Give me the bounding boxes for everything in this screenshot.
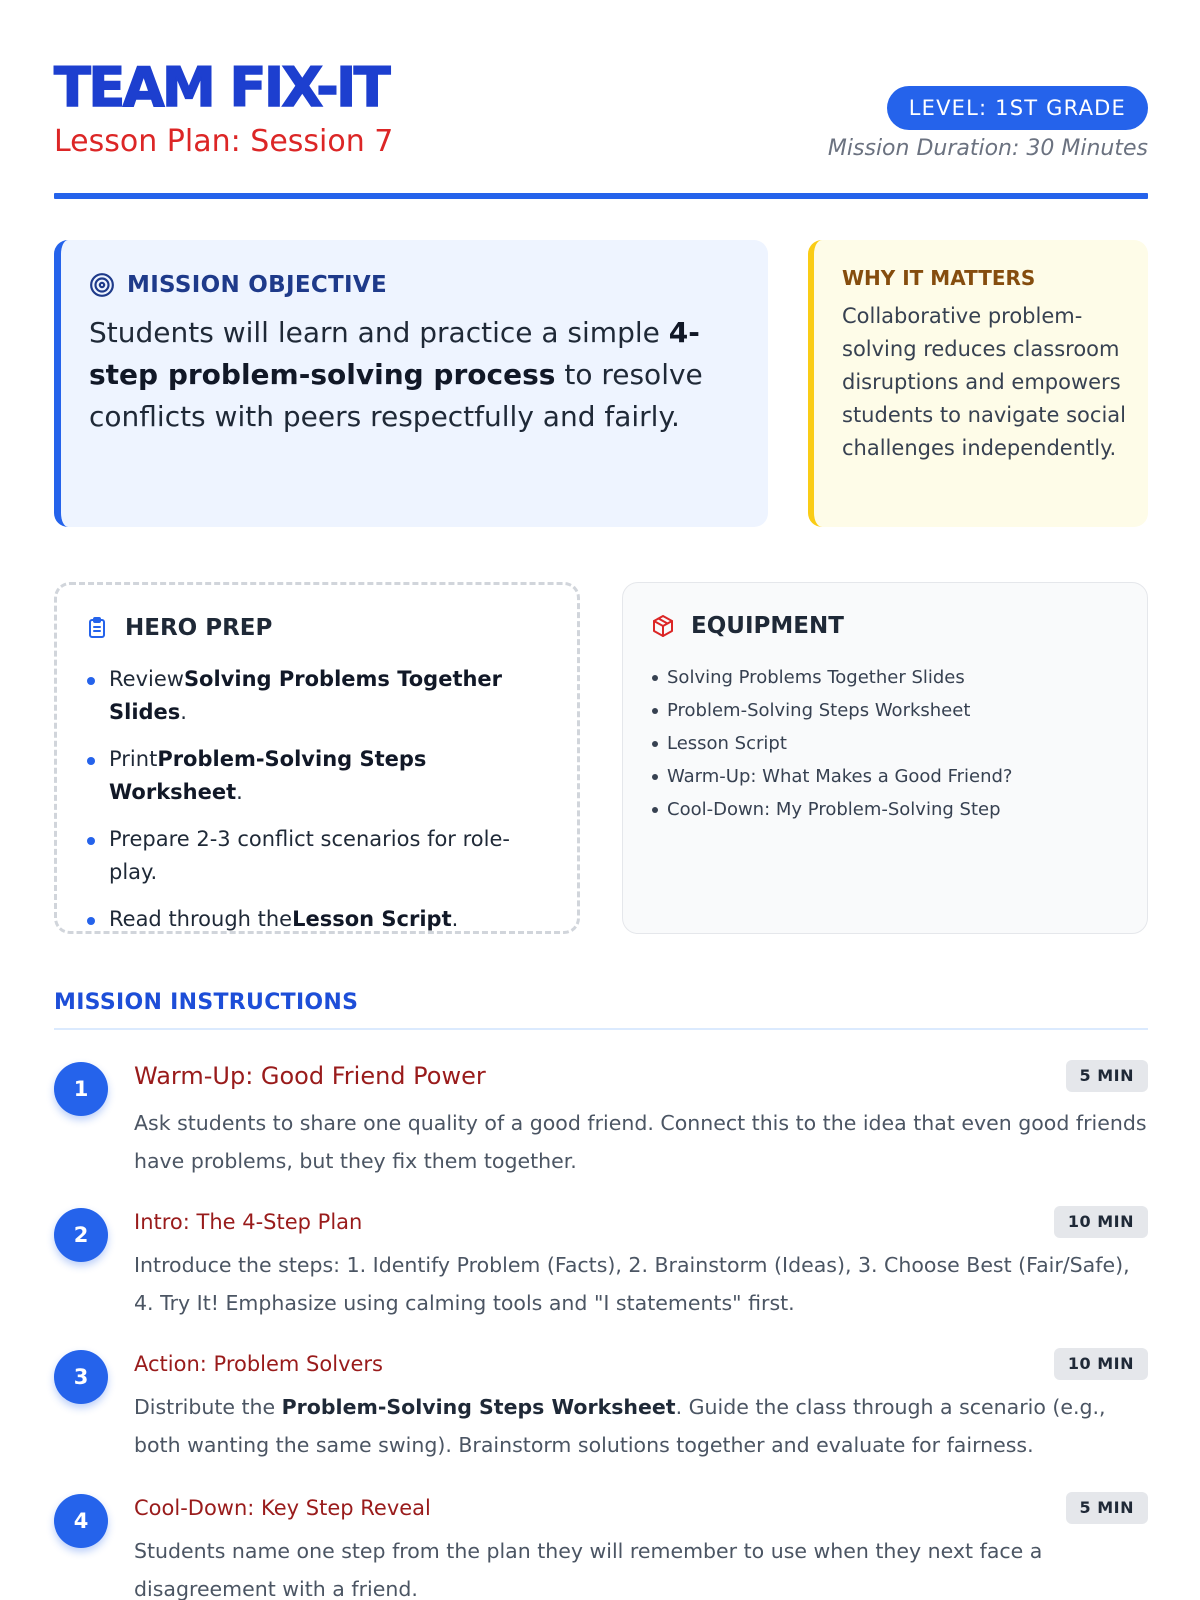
equipment-label: EQUIPMENT (691, 613, 844, 639)
mission-objective-card (54, 240, 768, 527)
level-badge: LEVEL: 1ST GRADE (887, 86, 1148, 130)
prep-item-bold: Lesson Script (292, 907, 452, 931)
hero-prep-list (85, 663, 555, 950)
list-item: Lesson Script (651, 727, 1131, 760)
hero-prep-label: HERO PREP (125, 615, 273, 641)
step-title: Intro: The 4-Step Plan (134, 1210, 363, 1234)
hero-prep-header (85, 613, 272, 643)
header-divider (54, 193, 1148, 199)
target-icon (89, 272, 115, 298)
step-desc-bold: Problem-Solving Steps Worksheet (281, 1395, 676, 1419)
equipment-list (651, 661, 1131, 826)
objective-text-pre: Students will learn and practice a simple (89, 316, 669, 349)
equipment-card (622, 582, 1148, 934)
step-title: Action: Problem Solvers (134, 1352, 383, 1376)
step-duration-badge: 10 MIN (1054, 1348, 1148, 1380)
list-item: Cool-Down: My Problem-Solving Step (651, 793, 1131, 826)
prep-item-post: . (180, 700, 187, 724)
list-item: Problem-Solving Steps Worksheet (651, 694, 1131, 727)
package-icon (651, 614, 675, 638)
instruction-step (54, 1206, 1148, 1326)
mission-objective-label: MISSION OBJECTIVE (127, 272, 387, 298)
step-desc-post: . Guide the class through a scenario (e.g., both wanting the same swing). Brainstorm solutions together and evaluate for fairness. (134, 1395, 1106, 1457)
lesson-plan-page (54, 0, 1148, 1600)
step-title: Cool-Down: Key Step Reveal (134, 1496, 431, 1520)
why-it-matters-text: Collaborative problem-solving reduces classroom disruptions and empowers students to navigate social challenges independently. (842, 304, 1126, 460)
prep-item-bold: Solving Problems Together Slides (109, 667, 503, 724)
clipboard-icon (85, 616, 109, 640)
instruction-step (54, 1060, 1148, 1180)
list-item (85, 903, 555, 936)
prep-item-text: Prepare 2-3 conflict scenarios for role-play. (109, 827, 510, 884)
step-number-badge: 3 (54, 1350, 108, 1404)
prep-item-text: Review (109, 667, 184, 691)
page-subtitle: Lesson Plan: Session 7 (54, 124, 394, 159)
mission-duration: Mission Duration: 30 Minutes (827, 136, 1148, 161)
hero-prep-card (54, 582, 580, 934)
step-duration-badge: 5 MIN (1066, 1492, 1148, 1524)
instruction-step (54, 1492, 1148, 1600)
step-description (134, 1246, 1148, 1322)
step-desc-text: Distribute the (134, 1395, 282, 1419)
prep-item-bold: Problem-Solving Steps Worksheet (109, 747, 427, 804)
step-number-badge: 1 (54, 1062, 108, 1116)
step-duration-badge: 10 MIN (1054, 1206, 1148, 1238)
list-item (85, 823, 555, 889)
prep-item-post: . (236, 780, 243, 804)
page-title: TEAM FIX-IT (54, 56, 389, 119)
step-desc-text: Introduce the steps: 1. Identify Problem (Facts), 2. Brainstorm (Ideas), 3. Choose Best (Fair/Safe), 4. Try It! Emphasize using calming tools and "I statements" first. (134, 1253, 1130, 1315)
step-number-badge: 2 (54, 1208, 108, 1262)
step-description (134, 1104, 1148, 1180)
objective-text-bold: 4-step problem-solving process (89, 316, 700, 391)
list-item: Warm-Up: What Makes a Good Friend? (651, 760, 1131, 793)
list-item (85, 663, 555, 729)
step-description (134, 1388, 1148, 1464)
why-it-matters-card (808, 240, 1148, 527)
equipment-header (651, 611, 844, 641)
step-number-badge: 4 (54, 1494, 108, 1548)
list-item: Solving Problems Together Slides (651, 661, 1131, 694)
step-desc-text: Ask students to share one quality of a good friend. Connect this to the idea that even good friends have problems, but they fix them together. (134, 1111, 1147, 1173)
step-description (134, 1532, 1148, 1600)
step-title: Warm-Up: Good Friend Power (134, 1062, 486, 1090)
header (54, 58, 1148, 200)
step-duration-badge: 5 MIN (1066, 1060, 1148, 1092)
prep-item-text: Print (109, 747, 158, 771)
prep-item-post: . (451, 907, 459, 931)
mission-instructions-title: MISSION INSTRUCTIONS (54, 990, 359, 1015)
prep-item-text: Read through the (109, 907, 293, 931)
instructions-divider (54, 1028, 1148, 1030)
list-item (85, 743, 555, 809)
mission-objective-text (89, 312, 749, 438)
instruction-step (54, 1348, 1148, 1468)
objective-text-post: to resolve conflicts with peers respectfully and fairly. (89, 358, 703, 433)
why-it-matters-label: WHY IT MATTERS (842, 266, 1036, 290)
step-desc-text: Students name one step from the plan they will remember to use when they next face a disagreement with a friend. (134, 1539, 1043, 1600)
mission-objective-header (89, 270, 387, 300)
